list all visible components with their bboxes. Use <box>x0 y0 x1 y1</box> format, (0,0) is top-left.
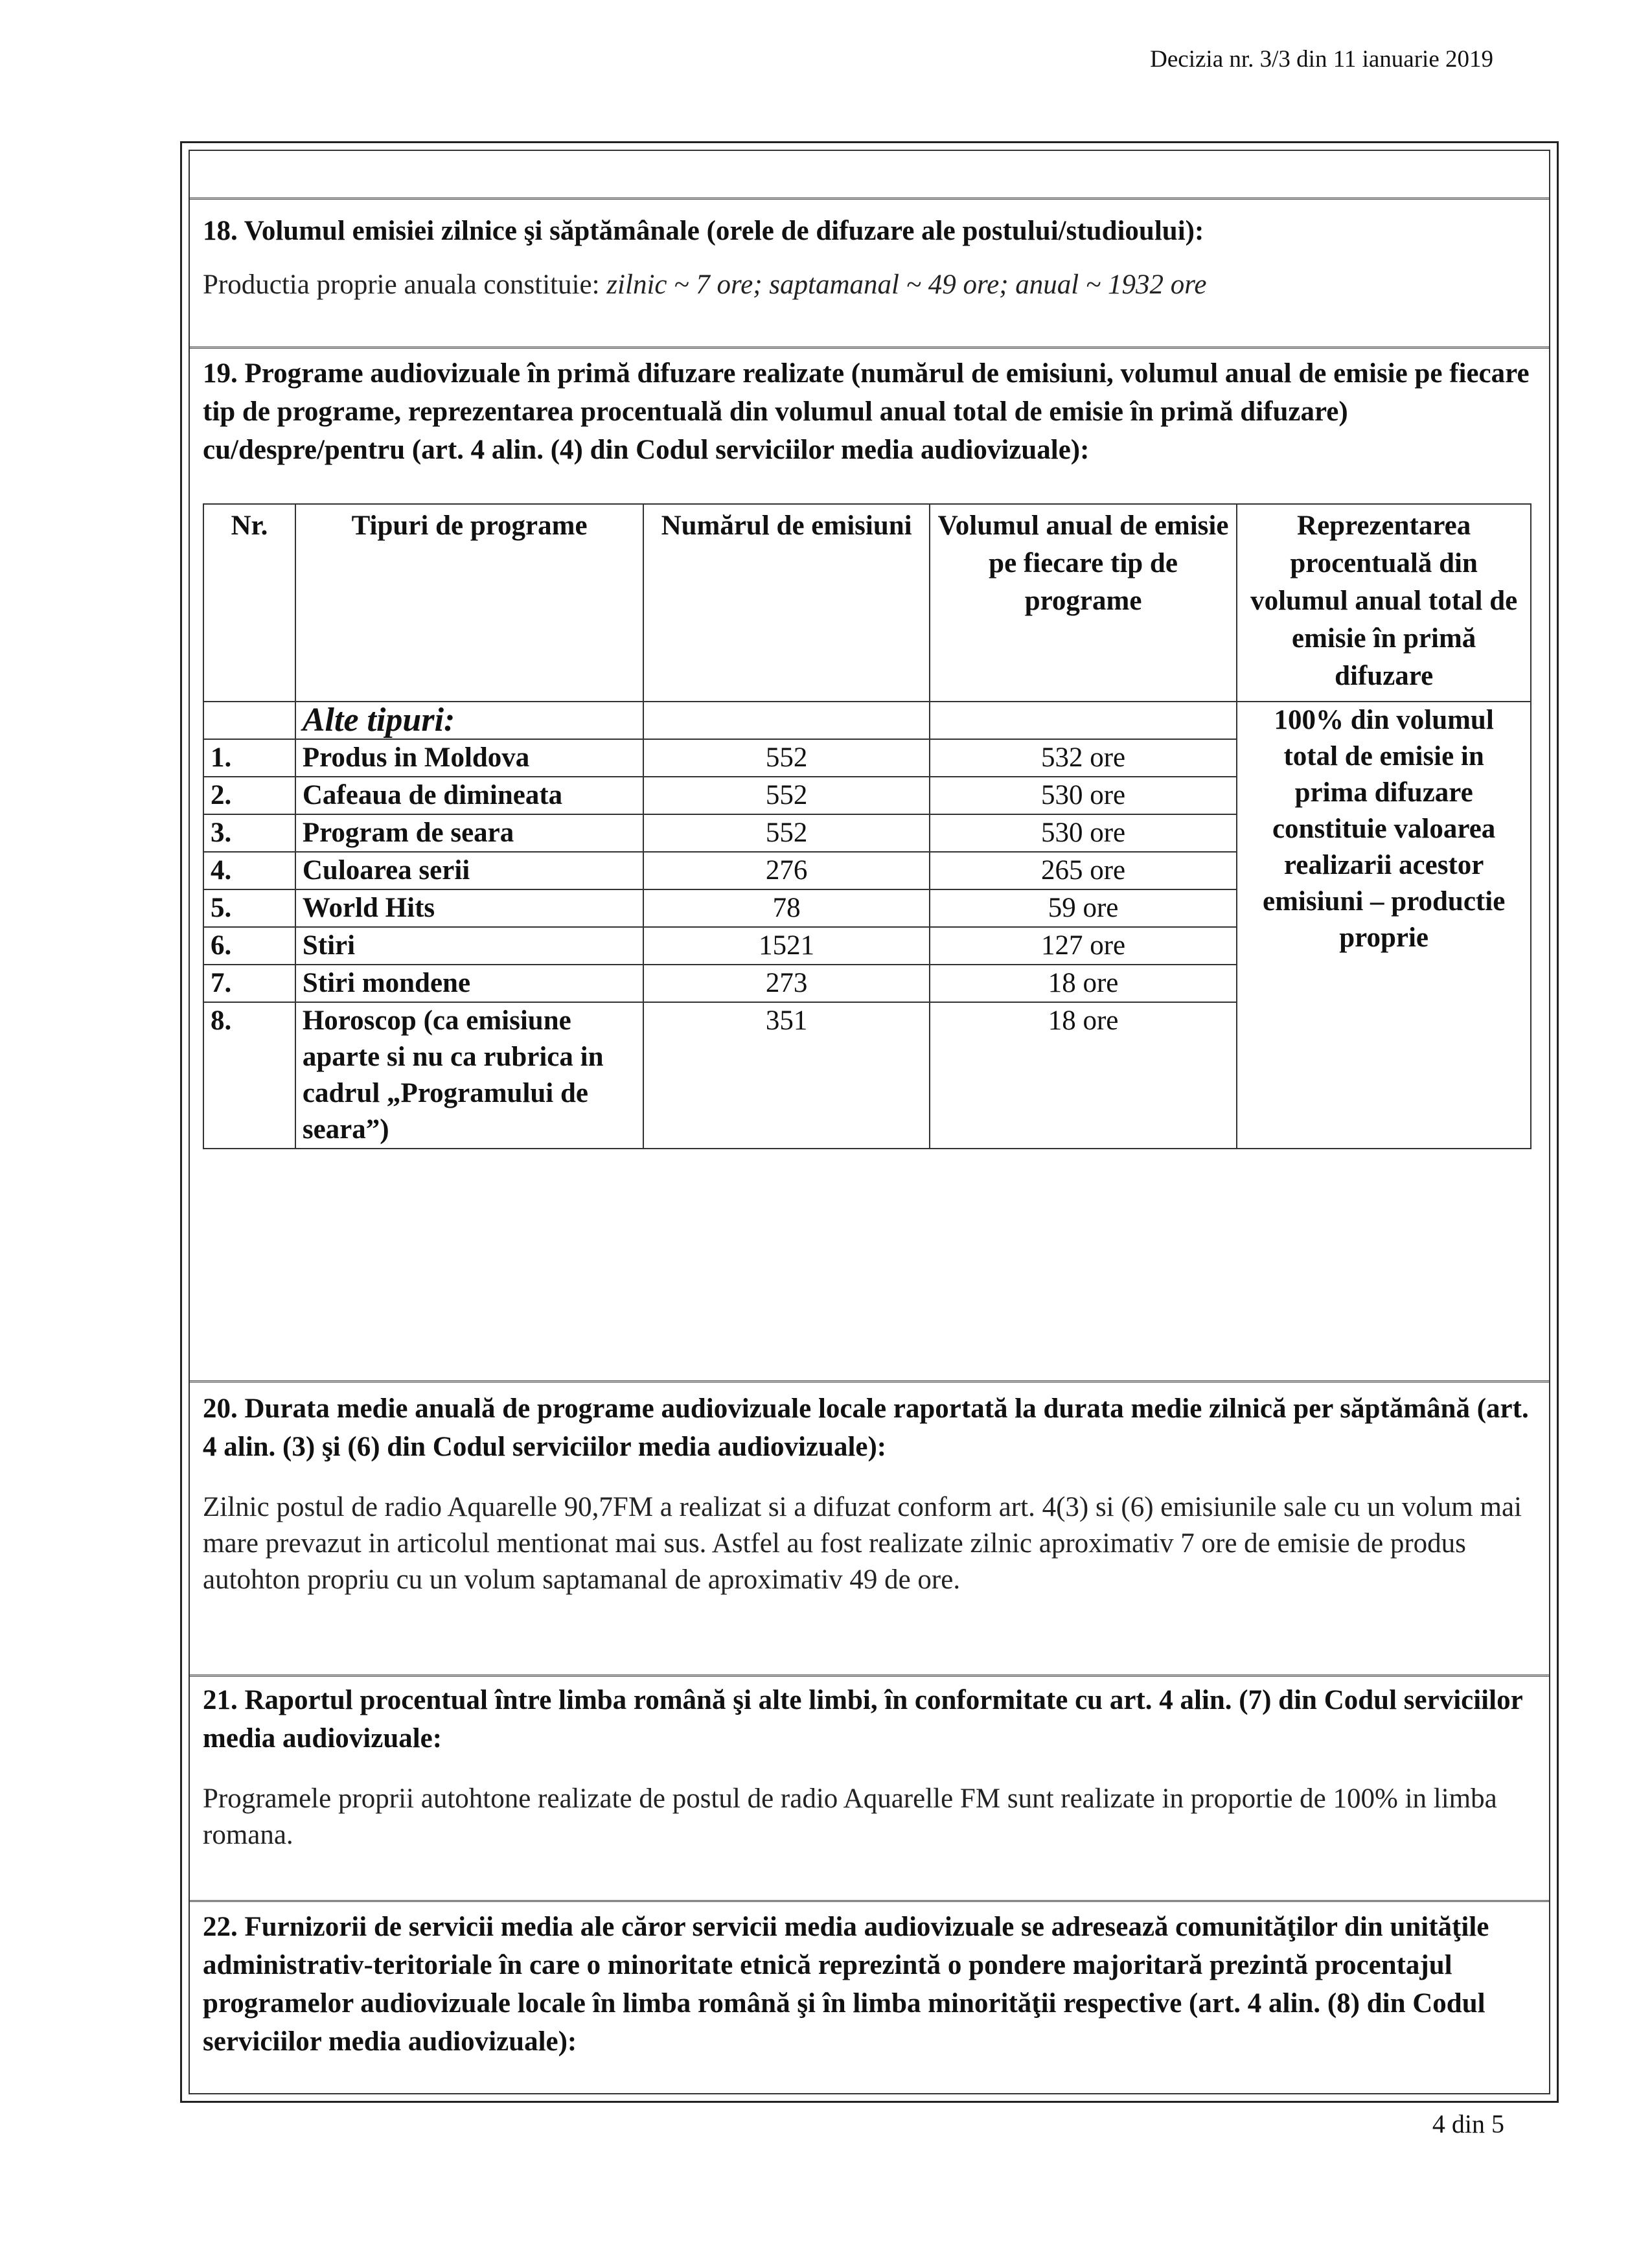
row-broadcast-count: 552 <box>643 814 929 852</box>
form-frame <box>180 141 1559 2103</box>
row-annual-hours: 127 ore <box>930 927 1237 965</box>
header-broadcast-count: Numărul de emisiuni <box>643 504 929 702</box>
row-annual-hours: 265 ore <box>930 852 1237 889</box>
section-divider <box>190 198 1549 200</box>
row-program-name: Program de seara <box>295 814 643 852</box>
programs-table <box>203 503 1532 1149</box>
form-inner-frame <box>189 150 1550 2094</box>
row-program-name: Culoarea serii <box>295 852 643 889</box>
row-broadcast-count: 78 <box>643 889 929 927</box>
row-annual-hours: 532 ore <box>930 739 1237 777</box>
row-broadcast-count: 273 <box>643 965 929 1002</box>
section-21 <box>203 1681 1536 1853</box>
header-representation: Reprezentarea procentuală din volumul anual total de emisie în primă difuzare <box>1237 504 1531 702</box>
section-divider <box>190 1900 1549 1902</box>
section-19-title: 19. Programe audiovizuale în primă difuzare realizate (numărul de emisiuni, volumul anual de emisie pe fiecare tip de programe, reprezentarea procentuală din volumul anual total de emisie în primă difuzare) cu/despre/pentru (art. 4 alin. (4) din Codul serviciilor media audiovizuale): <box>203 358 1530 465</box>
row-nr: 8. <box>203 1002 295 1149</box>
group-label: Alte tipuri: <box>295 702 643 739</box>
table-group-row <box>203 702 1531 739</box>
header-nr: Nr. <box>203 504 295 702</box>
row-nr: 1. <box>203 739 295 777</box>
row-nr: 6. <box>203 927 295 965</box>
section-20-body: Zilnic postul de radio Aquarelle 90,7FM a realizat si a difuzat conform art. 4(3) si (6) emisiunile sale cu un volum mai mare prevazut in articolul mentionat mai sus. Astfel au fost realizate zilnic aproximativ 7 ore de emisie de produs autohton propriu cu un volum saptamanal de aproximativ 49 de ore. <box>203 1492 1522 1595</box>
row-program-name: Stiri mondene <box>295 965 643 1002</box>
row-broadcast-count: 276 <box>643 852 929 889</box>
section-18-hours: zilnic ~ 7 ore; saptamanal ~ 49 ore; anual ~ 1932 ore <box>606 269 1207 300</box>
header-annual-volume: Volumul anual de emisie pe fiecare tip de programe <box>930 504 1237 702</box>
section-divider <box>190 347 1549 349</box>
section-divider <box>190 1380 1549 1382</box>
representation-cell: 100% din volumul total de emisie in prima difuzare constituie valoarea realizarii acestor emisiuni – productie proprie <box>1237 702 1531 1149</box>
row-program-name: World Hits <box>295 889 643 927</box>
header-program-type: Tipuri de programe <box>295 504 643 702</box>
decision-reference: Decizia nr. 3/3 din 11 ianuarie 2019 <box>1150 46 1493 73</box>
row-broadcast-count: 1521 <box>643 927 929 965</box>
section-21-title: 21. Raportul procentual între limba română şi alte limbi, în conformitate cu art. 4 alin. (7) din Codul serviciilor media audiovizuale: <box>203 1685 1522 1754</box>
section-18-body-text: Productia proprie anuala constituie: <box>203 269 607 300</box>
row-nr: 5. <box>203 889 295 927</box>
section-22-title: 22. Furnizorii de servicii media ale căror servicii media audiovizuale se adresează comunităţilor din unităţile administrativ-teritoriale în care o minoritate etnică reprezintă o pondere majoritară prezintă procentajul programelor audiovizuale locale în limba română şi în limba minorităţii respective (art. 4 alin. (8) din Codul serviciilor media audiovizuale): <box>203 1912 1489 2057</box>
row-broadcast-count: 351 <box>643 1002 929 1149</box>
section-20 <box>203 1390 1536 1598</box>
row-broadcast-count: 552 <box>643 739 929 777</box>
section-22 <box>203 1908 1536 2061</box>
row-nr: 3. <box>203 814 295 852</box>
section-20-title: 20. Durata medie anuală de programe audiovizuale locale raportată la durata medie zilnică per săptămână (art. 4 alin. (3) şi (6) din Codul serviciilor media audiovizuale): <box>203 1393 1529 1462</box>
row-annual-hours: 18 ore <box>930 1002 1237 1149</box>
row-nr: 7. <box>203 965 295 1002</box>
section-18 <box>203 212 1536 303</box>
row-program-name: Produs in Moldova <box>295 739 643 777</box>
row-annual-hours: 59 ore <box>930 889 1237 927</box>
table-header-row <box>203 504 1531 702</box>
row-nr: 4. <box>203 852 295 889</box>
section-18-body <box>203 267 1536 303</box>
row-broadcast-count: 552 <box>643 777 929 814</box>
section-19 <box>203 354 1536 469</box>
row-annual-hours: 530 ore <box>930 814 1237 852</box>
section-21-body: Programele proprii autohtone realizate de postul de radio Aquarelle FM sunt realizate in proportie de 100% in limba romana. <box>203 1783 1497 1850</box>
section-18-title: 18. Volumul emisiei zilnice şi săptămânale (orele de difuzare ale postului/studioului): <box>203 216 1204 246</box>
row-nr: 2. <box>203 777 295 814</box>
page-number: 4 din 5 <box>1432 2109 1504 2138</box>
row-annual-hours: 530 ore <box>930 777 1237 814</box>
row-program-name: Cafeaua de dimineata <box>295 777 643 814</box>
section-divider <box>190 1675 1549 1677</box>
row-program-name: Horoscop (ca emisiune aparte si nu ca rubrica in cadrul „Programului de seara”) <box>295 1002 643 1149</box>
row-annual-hours: 18 ore <box>930 965 1237 1002</box>
row-program-name: Stiri <box>295 927 643 965</box>
